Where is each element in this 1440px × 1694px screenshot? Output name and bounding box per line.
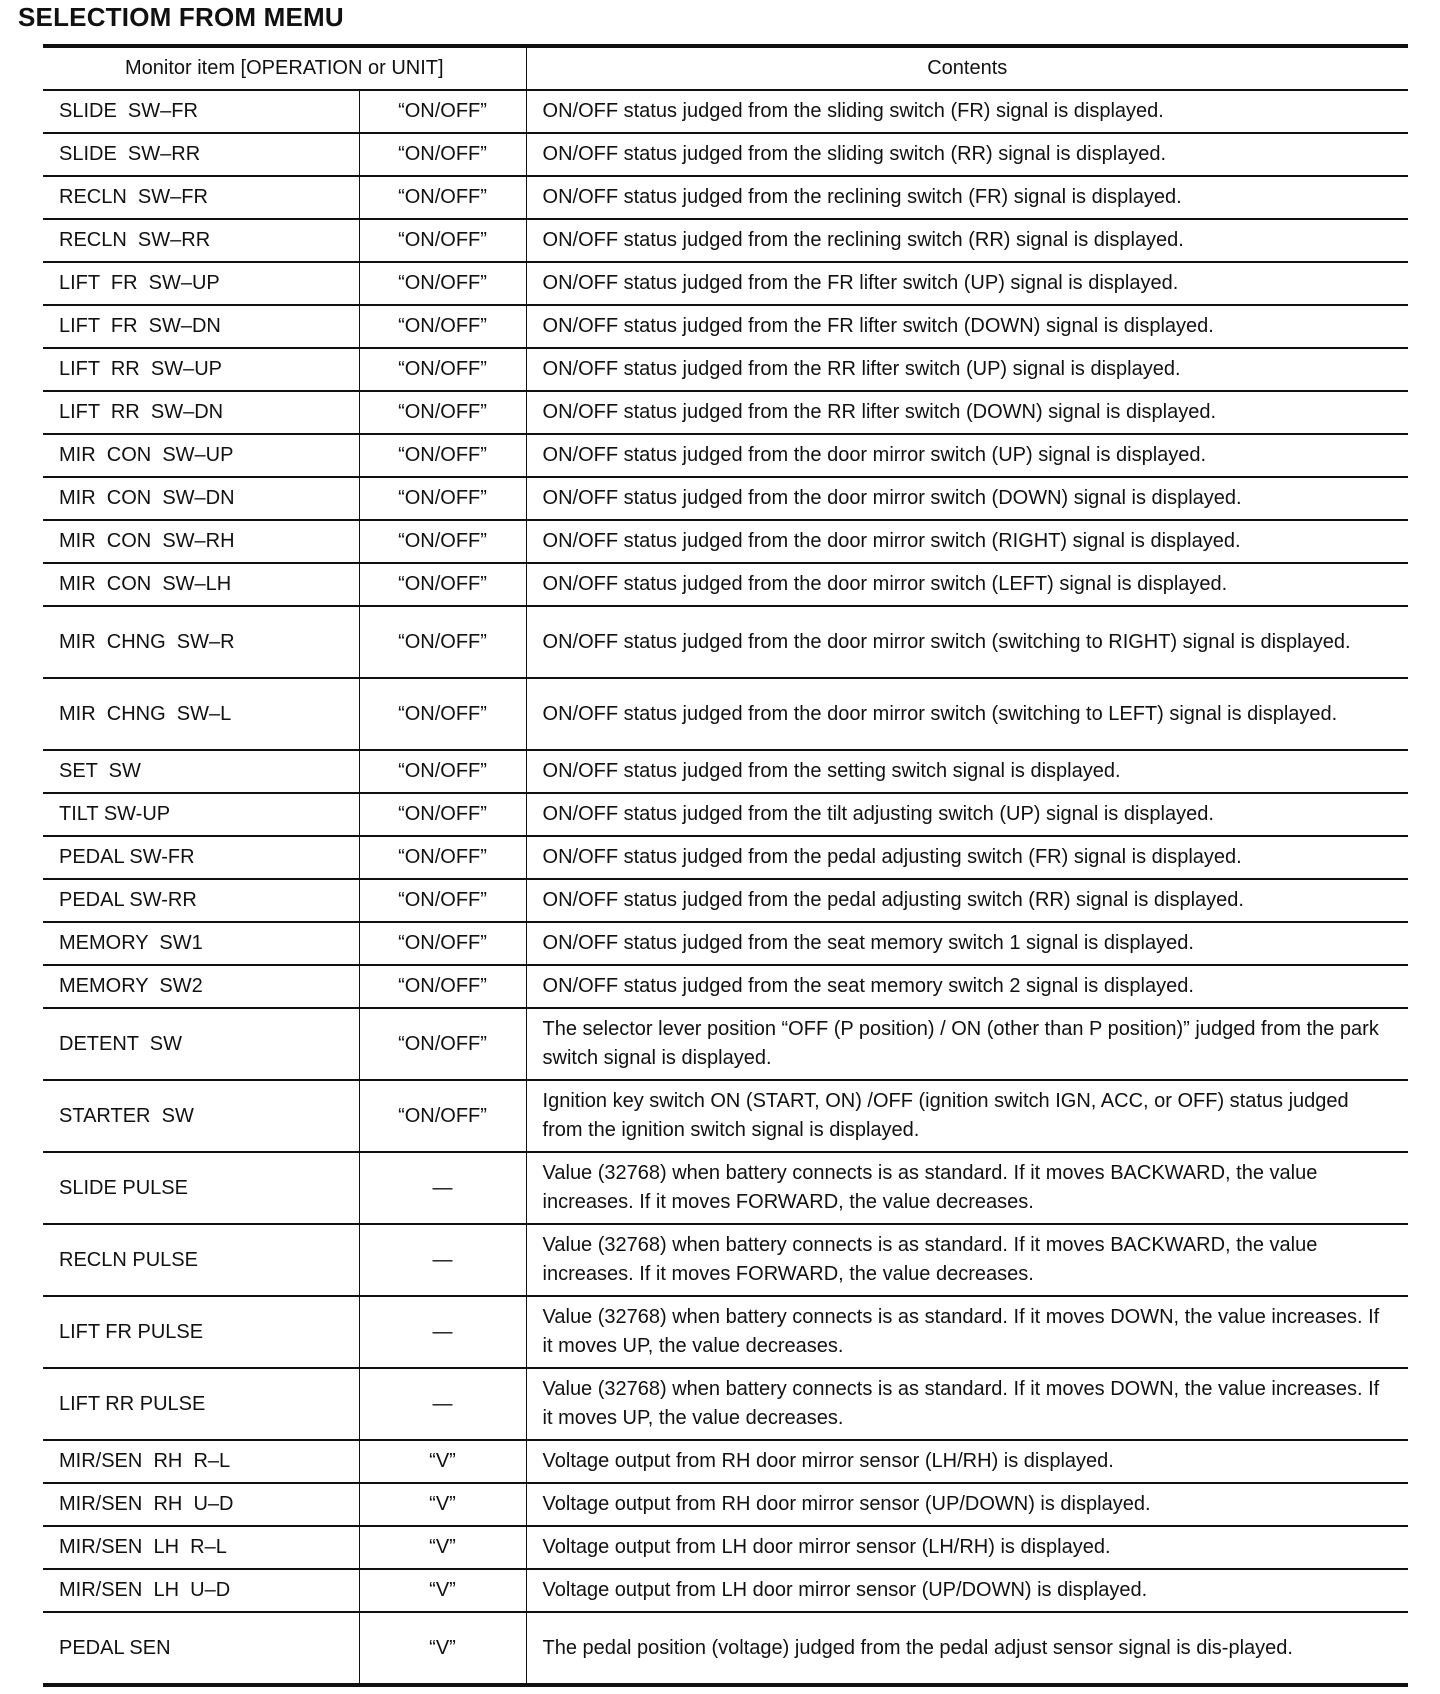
contents-cell: Value (32768) when battery connects is as standard. If it moves DOWN, the value increases. If it moves UP, the value decreases. — [526, 1368, 1408, 1440]
monitor-item-cell: LIFT RR PULSE — [43, 1368, 359, 1440]
contents-cell: ON/OFF status judged from the FR lifter switch (DOWN) signal is displayed. — [526, 305, 1408, 348]
contents-cell: ON/OFF status judged from the FR lifter switch (UP) signal is displayed. — [526, 262, 1408, 305]
monitor-item-cell: MIR CHNG SW–R — [43, 606, 359, 678]
table-row — [43, 1440, 1408, 1483]
monitor-item-cell: MEMORY SW1 — [43, 922, 359, 965]
contents-cell: ON/OFF status judged from the reclining switch (RR) signal is displayed. — [526, 219, 1408, 262]
monitor-item-cell: SET SW — [43, 750, 359, 793]
monitor-item-cell: MIR/SEN RH R–L — [43, 1440, 359, 1483]
contents-cell: Voltage output from RH door mirror sensor (UP/DOWN) is displayed. — [526, 1483, 1408, 1526]
table-row — [43, 678, 1408, 750]
monitor-item-cell: MIR/SEN LH R–L — [43, 1526, 359, 1569]
unit-cell: “ON/OFF” — [359, 836, 526, 879]
unit-cell: “V” — [359, 1483, 526, 1526]
table-row — [43, 563, 1408, 606]
contents-cell: ON/OFF status judged from the reclining switch (FR) signal is displayed. — [526, 176, 1408, 219]
monitor-item-cell: LIFT FR SW–UP — [43, 262, 359, 305]
table-row — [43, 1152, 1408, 1224]
contents-cell: ON/OFF status judged from the RR lifter switch (DOWN) signal is displayed. — [526, 391, 1408, 434]
contents-cell: ON/OFF status judged from the setting switch signal is displayed. — [526, 750, 1408, 793]
table-row — [43, 750, 1408, 793]
table-row — [43, 1483, 1408, 1526]
unit-cell: “V” — [359, 1440, 526, 1483]
unit-cell: — — [359, 1152, 526, 1224]
monitor-item-cell: RECLN SW–FR — [43, 176, 359, 219]
monitor-item-cell: TILT SW-UP — [43, 793, 359, 836]
table-row — [43, 434, 1408, 477]
table-row — [43, 965, 1408, 1008]
contents-cell: Ignition key switch ON (START, ON) /OFF (ignition switch IGN, ACC, or OFF) status judged from the ignition switch signal is displayed. — [526, 1080, 1408, 1152]
table-row — [43, 922, 1408, 965]
monitor-item-cell: MIR CON SW–LH — [43, 563, 359, 606]
table-row — [43, 1368, 1408, 1440]
table-row — [43, 219, 1408, 262]
monitor-item-cell: SLIDE SW–FR — [43, 90, 359, 133]
unit-cell: “ON/OFF” — [359, 391, 526, 434]
contents-cell: ON/OFF status judged from the door mirror switch (UP) signal is displayed. — [526, 434, 1408, 477]
unit-cell: “ON/OFF” — [359, 133, 526, 176]
table-row — [43, 520, 1408, 563]
monitor-item-cell: LIFT FR SW–DN — [43, 305, 359, 348]
monitor-item-cell: DETENT SW — [43, 1008, 359, 1080]
contents-cell: ON/OFF status judged from the tilt adjusting switch (UP) signal is displayed. — [526, 793, 1408, 836]
monitor-item-cell: PEDAL SW-FR — [43, 836, 359, 879]
unit-cell: — — [359, 1368, 526, 1440]
unit-cell: “ON/OFF” — [359, 520, 526, 563]
monitor-item-cell: RECLN PULSE — [43, 1224, 359, 1296]
monitor-item-cell: LIFT RR SW–DN — [43, 391, 359, 434]
header-monitor-item: Monitor item [OPERATION or UNIT] — [124, 57, 444, 79]
contents-cell: Value (32768) when battery connects is as standard. If it moves BACKWARD, the value increases. If it moves FORWARD, the value decreases. — [526, 1152, 1408, 1224]
table-row — [43, 348, 1408, 391]
table-header-row — [43, 46, 1408, 90]
table-row — [43, 133, 1408, 176]
unit-cell: “ON/OFF” — [359, 219, 526, 262]
unit-cell: “ON/OFF” — [359, 348, 526, 391]
monitor-item-cell: STARTER SW — [43, 1080, 359, 1152]
contents-cell: Voltage output from LH door mirror sensor (LH/RH) is displayed. — [526, 1526, 1408, 1569]
unit-cell: “ON/OFF” — [359, 1008, 526, 1080]
contents-cell: ON/OFF status judged from the seat memory switch 1 signal is displayed. — [526, 922, 1408, 965]
monitor-item-cell: MIR CON SW–RH — [43, 520, 359, 563]
contents-cell: ON/OFF status judged from the seat memory switch 2 signal is displayed. — [526, 965, 1408, 1008]
unit-cell: “ON/OFF” — [359, 678, 526, 750]
monitor-item-cell: MIR CHNG SW–L — [43, 678, 359, 750]
table-row — [43, 606, 1408, 678]
unit-cell: “ON/OFF” — [359, 1080, 526, 1152]
monitor-item-cell: PEDAL SEN — [43, 1612, 359, 1685]
monitor-item-cell: MEMORY SW2 — [43, 965, 359, 1008]
contents-cell: ON/OFF status judged from the door mirror switch (switching to RIGHT) signal is displayed. — [526, 606, 1408, 678]
unit-cell: “ON/OFF” — [359, 606, 526, 678]
contents-cell: ON/OFF status judged from the sliding switch (FR) signal is displayed. — [526, 90, 1408, 133]
contents-cell: Voltage output from LH door mirror sensor (UP/DOWN) is displayed. — [526, 1569, 1408, 1612]
table-row — [43, 176, 1408, 219]
monitor-item-cell: MIR/SEN RH U–D — [43, 1483, 359, 1526]
unit-cell: “V” — [359, 1526, 526, 1569]
unit-cell: “V” — [359, 1612, 526, 1685]
table-row — [43, 1008, 1408, 1080]
table-row — [43, 1296, 1408, 1368]
unit-cell: “ON/OFF” — [359, 879, 526, 922]
section-title: SELECTIOM FROM MEMU — [18, 2, 344, 32]
unit-cell: — — [359, 1296, 526, 1368]
header-contents: Contents — [526, 46, 1408, 90]
contents-cell: ON/OFF status judged from the door mirror switch (LEFT) signal is displayed. — [526, 563, 1408, 606]
monitor-item-cell: MIR CON SW–UP — [43, 434, 359, 477]
contents-cell: ON/OFF status judged from the pedal adjusting switch (FR) signal is displayed. — [526, 836, 1408, 879]
contents-cell: The pedal position (voltage) judged from the pedal adjust sensor signal is dis-played. — [526, 1612, 1408, 1685]
table-row — [43, 879, 1408, 922]
monitor-item-cell: LIFT FR PULSE — [43, 1296, 359, 1368]
contents-cell: Value (32768) when battery connects is as standard. If it moves BACKWARD, the value increases. If it moves FORWARD, the value decreases. — [526, 1224, 1408, 1296]
table-row — [43, 1224, 1408, 1296]
contents-cell: Voltage output from RH door mirror sensor (LH/RH) is displayed. — [526, 1440, 1408, 1483]
table-row — [43, 262, 1408, 305]
monitor-item-cell: SLIDE PULSE — [43, 1152, 359, 1224]
monitor-item-cell: RECLN SW–RR — [43, 219, 359, 262]
monitor-item-cell: LIFT RR SW–UP — [43, 348, 359, 391]
table-row — [43, 1612, 1408, 1685]
table-row — [43, 1569, 1408, 1612]
monitor-item-cell: PEDAL SW-RR — [43, 879, 359, 922]
table-row — [43, 1080, 1408, 1152]
contents-cell: ON/OFF status judged from the door mirror switch (switching to LEFT) signal is displayed. — [526, 678, 1408, 750]
unit-cell: “ON/OFF” — [359, 305, 526, 348]
monitor-item-table — [43, 44, 1408, 1687]
unit-cell: “V” — [359, 1569, 526, 1612]
contents-cell: ON/OFF status judged from the sliding switch (RR) signal is displayed. — [526, 133, 1408, 176]
unit-cell: “ON/OFF” — [359, 176, 526, 219]
contents-cell: ON/OFF status judged from the door mirror switch (DOWN) signal is displayed. — [526, 477, 1408, 520]
unit-cell: — — [359, 1224, 526, 1296]
unit-cell: “ON/OFF” — [359, 793, 526, 836]
contents-cell: ON/OFF status judged from the pedal adjusting switch (RR) signal is displayed. — [526, 879, 1408, 922]
unit-cell: “ON/OFF” — [359, 477, 526, 520]
contents-cell: Value (32768) when battery connects is as standard. If it moves DOWN, the value increases. If it moves UP, the value decreases. — [526, 1296, 1408, 1368]
table-row — [43, 90, 1408, 133]
unit-cell: “ON/OFF” — [359, 750, 526, 793]
contents-cell: The selector lever position “OFF (P position) / ON (other than P position)” judged from the park switch signal is displayed. — [526, 1008, 1408, 1080]
unit-cell: “ON/OFF” — [359, 434, 526, 477]
table-row — [43, 477, 1408, 520]
monitor-item-cell: MIR CON SW–DN — [43, 477, 359, 520]
unit-cell: “ON/OFF” — [359, 262, 526, 305]
table-row — [43, 391, 1408, 434]
unit-cell: “ON/OFF” — [359, 965, 526, 1008]
table-row — [43, 305, 1408, 348]
unit-cell: “ON/OFF” — [359, 90, 526, 133]
unit-cell: “ON/OFF” — [359, 563, 526, 606]
contents-cell: ON/OFF status judged from the door mirror switch (RIGHT) signal is displayed. — [526, 520, 1408, 563]
table-row — [43, 793, 1408, 836]
monitor-item-cell: MIR/SEN LH U–D — [43, 1569, 359, 1612]
contents-cell: ON/OFF status judged from the RR lifter switch (UP) signal is displayed. — [526, 348, 1408, 391]
table-row — [43, 1526, 1408, 1569]
monitor-item-cell: SLIDE SW–RR — [43, 133, 359, 176]
table-row — [43, 836, 1408, 879]
unit-cell: “ON/OFF” — [359, 922, 526, 965]
